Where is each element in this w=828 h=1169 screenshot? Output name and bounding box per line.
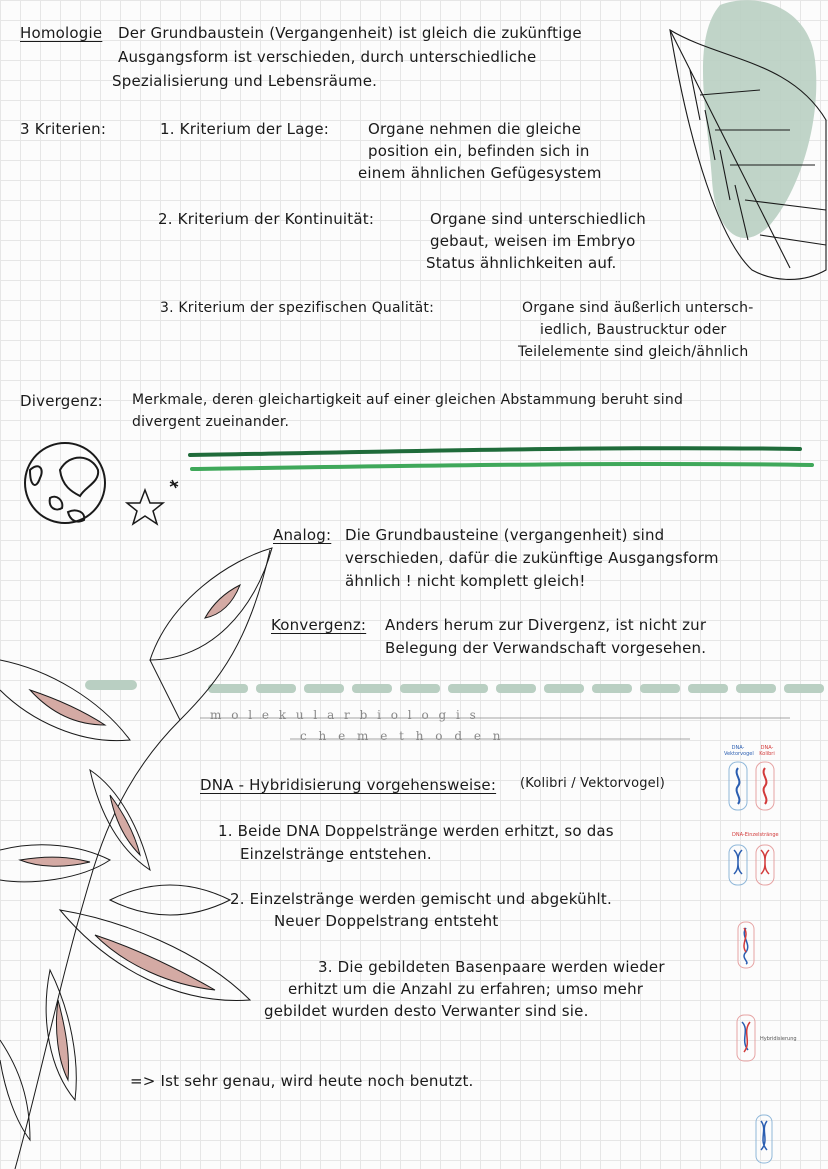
kriterium-2-line-1: Organe sind unterschiedlich: [430, 210, 646, 228]
analog-line-2: verschieden, dafür die zukünftige Ausgangsform: [345, 549, 719, 567]
step-1-line-2: Einzelstränge entstehen.: [240, 845, 432, 863]
kriterium-3-line-2: iedlich, Baustrucktur oder: [540, 322, 727, 338]
divergenz-line-2: divergent zueinander.: [132, 414, 290, 430]
kriterium-2-line-2: gebaut, weisen im Embryo: [430, 232, 636, 250]
dna-conclusion: => Ist sehr genau, wird heute noch benutzt.: [130, 1072, 474, 1090]
divergenz-line-1: Merkmale, deren gleichartigkeit auf einer gleichen Abstammung beruht sind: [132, 392, 684, 408]
dna-tubes-figure: [729, 762, 774, 1163]
divergenz-label: Divergenz:: [20, 392, 103, 410]
homologie-text-3: Spezialisierung und Lebensräume.: [112, 72, 378, 90]
homologie-text-2: Ausgangsform ist verschieden, durch unterschiedliche: [118, 48, 537, 66]
kriterium-2-title: 2. Kriterium der Kontinuität:: [158, 210, 375, 228]
step-3-line-2: erhitzt um die Anzahl zu erfahren; umso mehr: [288, 980, 644, 998]
homologie-text-1: Der Grundbaustein (Vergangenheit) ist gleich die zukünftige: [118, 24, 582, 42]
globe-icon: [25, 443, 105, 523]
heading-line-1: m o l e k u l a r b i o l o g i s: [210, 708, 479, 722]
heading-line-2: c h e m e t h o d e n: [300, 729, 505, 743]
konvergenz-line-2: Belegung der Verwandschaft vorgesehen.: [385, 639, 707, 657]
kriterium-1-line-2: position ein, befinden sich in: [368, 142, 590, 160]
step-3-line-1: 3. Die gebildeten Basenpaare werden wieder: [318, 958, 665, 976]
kriterium-1-title: 1. Kriterium der Lage:: [160, 120, 330, 138]
star-icon: [127, 480, 178, 524]
single-strand-label: DNA-Einzelstränge: [732, 832, 779, 838]
tube-label-left: DNA-Vektorvogel: [724, 745, 754, 757]
dna-title: DNA - Hybridisierung vorgehensweise:: [200, 776, 497, 794]
dna-title-note: (Kolibri / Vektorvogel): [520, 776, 665, 791]
step-2-line-1: 2. Einzelstränge werden gemischt und abgekühlt.: [230, 890, 612, 908]
konvergenz-label: Konvergenz:: [271, 616, 367, 634]
divider-dark: [190, 448, 800, 455]
kriterium-3-line-1: Organe sind äußerlich untersch-: [522, 300, 754, 316]
step-1-line-1: 1. Beide DNA Doppelstränge werden erhitzt, so das: [218, 822, 614, 840]
hybrid-label: Hybridisierung: [760, 1036, 797, 1042]
kriterien-label: 3 Kriterien:: [20, 120, 107, 138]
kriterium-1-line-1: Organe nehmen die gleiche: [368, 120, 582, 138]
step-2-line-2: Neuer Doppelstrang entsteht: [274, 912, 499, 930]
tube-label-right: DNA-Kolibri: [759, 745, 775, 757]
step-3-line-3: gebildet wurden desto Verwanter sind sie.: [264, 1002, 589, 1020]
kriterium-2-line-3: Status ähnlichkeiten auf.: [426, 254, 617, 272]
divider-light: [192, 464, 812, 469]
konvergenz-line-1: Anders herum zur Divergenz, ist nicht zur: [385, 616, 707, 634]
dashed-separator: [85, 680, 824, 693]
analog-line-3: ähnlich ! nicht komplett gleich!: [345, 572, 586, 590]
analog-label: Analog:: [273, 526, 332, 544]
kriterium-3-line-3: Teilelemente sind gleich/ähnlich: [518, 344, 749, 360]
homologie-label: Homologie: [20, 24, 103, 42]
kriterium-1-line-3: einem ähnlichen Gefügesystem: [358, 164, 602, 182]
kriterium-3-title: 3. Kriterium der spezifischen Qualität:: [160, 300, 435, 316]
analog-line-1: Die Grundbausteine (vergangenheit) sind: [345, 526, 665, 544]
